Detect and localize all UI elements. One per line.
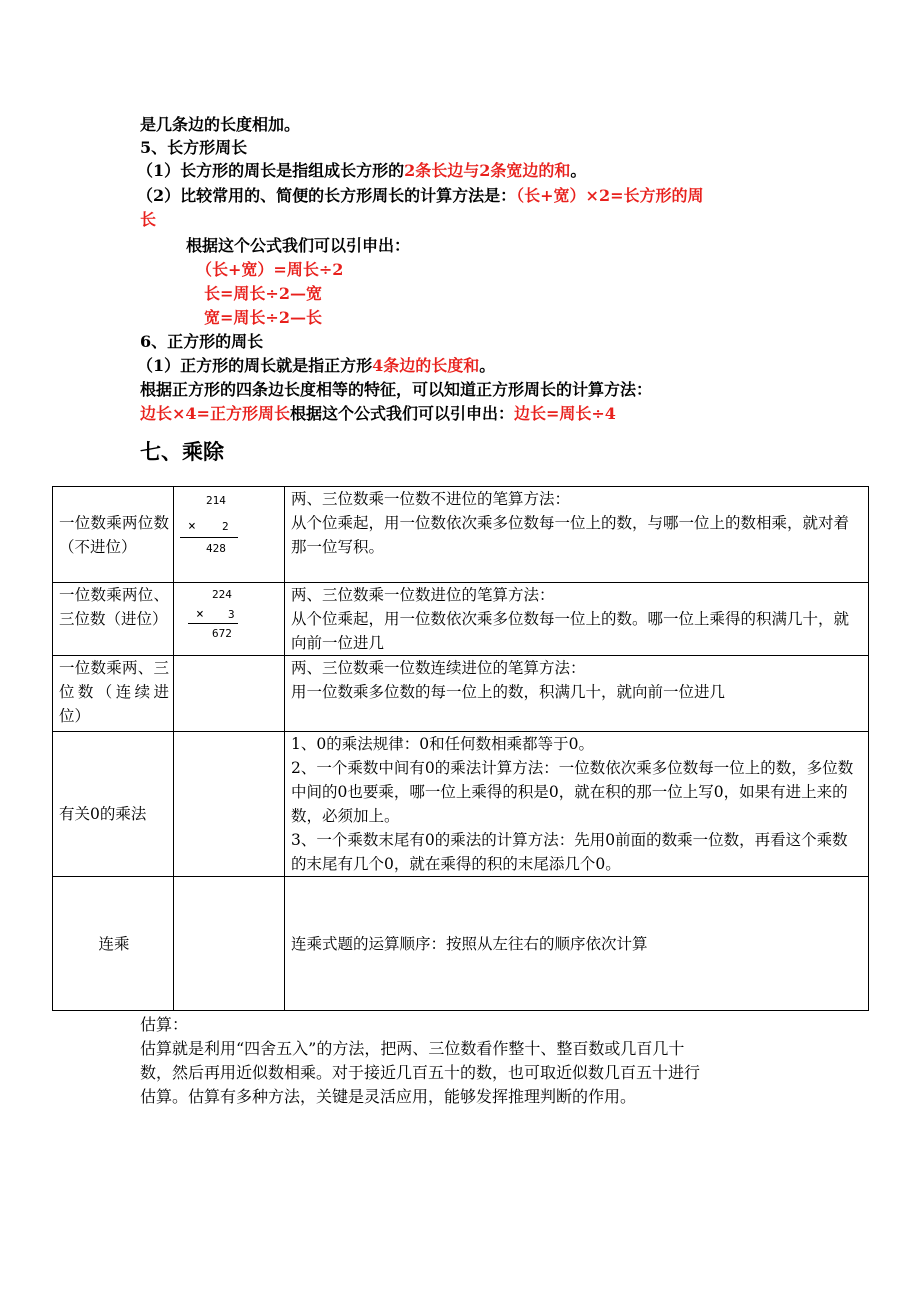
topic-cell: 一位数乘两、三位数（连续进位）: [53, 656, 174, 732]
rect-perimeter-heading: 5、长方形周长: [140, 138, 248, 157]
square-formula-line: 边长×4=正方形周长根据这个公式我们可以引申出：边长=周长÷4: [140, 404, 616, 423]
derive-text: 根据这个公式我们可以引申出：: [186, 236, 411, 255]
vertical-calculation: 224 × 3 672: [174, 585, 284, 649]
estimate-title: 估算：: [140, 1015, 189, 1034]
estimate-line: 估算就是利用“四舍五入”的方法，把两、三位数看作整十、整百数或几百几十: [140, 1039, 685, 1058]
square-perimeter-p1: （1）正方形的周长就是指正方形4条边的长度和。: [137, 356, 496, 375]
desc-cell: 两、三位数乘一位数进位的笔算方法： 从个位乘起，用一位数依次乘多位数每一位上的数。哪一位上乘得的积满几十，就向前一位进几: [285, 583, 869, 656]
desc-cell: 两、三位数乘一位数连续进位的笔算方法： 用一位数乘多位数的每一位上的数，积满几十，就向前一位进几: [285, 656, 869, 732]
text-line: 是几条边的长度相加。: [140, 115, 301, 134]
calc-line: [180, 537, 238, 538]
rect-perimeter-p2-cont: 长: [140, 210, 157, 229]
calc-cell: [174, 656, 285, 732]
rect-perimeter-p2: （2）比较常用的、简便的长方形周长的计算方法是：（长+宽）×2=长方形的周: [137, 186, 704, 205]
table-row: [53, 583, 869, 656]
desc-cell: 1、0的乘法规律：0和任何数相乘都等于0。 2、一个乘数中间有0的乘法计算方法：一位数依次乘多位数每一位上的数，多位数中间的0也要乘，哪一位上乘得的积是0，就在积的那一位上写0，如果有进上来的数，必须加上。 3、一个乘数末尾有0的乘法的计算方法：先用0前面的数乘一位数，再看这个乘数的末尾有几个0，就在乘得的积的末尾添几个0。: [285, 732, 869, 877]
calc-cell: [174, 877, 285, 1011]
desc-cell: 连乘式题的运算顺序：按照从左往右的顺序依次计算: [285, 877, 869, 1011]
vertical-calculation: 214 × 2 428: [174, 491, 284, 571]
formula-1: （长+宽）=周长÷2: [196, 260, 344, 279]
calc-cell: [174, 732, 285, 877]
topic-cell: 有关0的乘法: [53, 732, 174, 877]
calc-cell: [174, 487, 285, 583]
table-row: [53, 656, 869, 732]
topic-cell: 一位数乘两位、三位数（进位）: [53, 583, 174, 656]
square-perimeter-p2: 根据正方形的四条边长度相等的特征，可以知道正方形周长的计算方法：: [140, 380, 653, 399]
desc-cell: 两、三位数乘一位数不进位的笔算方法： 从个位乘起，用一位数依次乘多位数每一位上的数，与哪一位上的数相乘，就对着那一位写积。: [285, 487, 869, 583]
table-row: [53, 487, 869, 583]
calc-line: [188, 623, 238, 624]
multiplication-table: [52, 486, 869, 1011]
section-title: 七、乘除: [140, 439, 224, 464]
estimate-line: 估算。估算有多种方法，关键是灵活应用，能够发挥推理判断的作用。: [140, 1087, 637, 1106]
formula-2: 长=周长÷2—宽: [204, 284, 322, 303]
calc-cell: [174, 583, 285, 656]
topic-cell: 一位数乘两位数（不进位）: [53, 487, 174, 583]
formula-3: 宽=周长÷2—长: [204, 308, 322, 327]
rect-perimeter-p1: （1）长方形的周长是指组成长方形的2条长边与2条宽边的和。: [137, 161, 587, 180]
square-perimeter-heading: 6、正方形的周长: [140, 332, 264, 351]
table-row: [53, 877, 869, 1011]
estimate-line: 数，然后再用近似数相乘。对于接近几百五十的数，也可取近似数几百五十进行: [140, 1063, 701, 1082]
table-row: [53, 732, 869, 877]
topic-cell: 连乘: [53, 877, 174, 1011]
